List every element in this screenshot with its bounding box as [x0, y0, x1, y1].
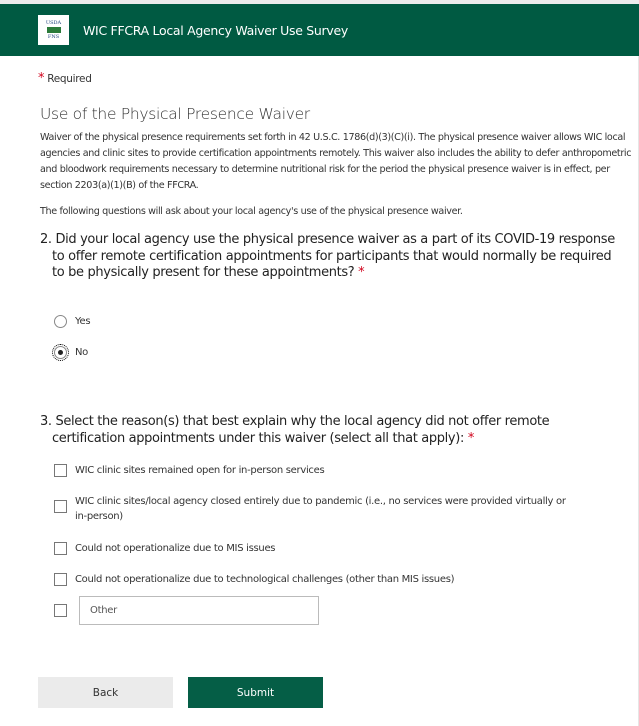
question-2: 2. Did your local agency use the physical presence waiver as a part of its COVID-19 response to offer remote certification appointments for participants that would normally be required to be physically present for these appointments? * [40, 232, 615, 280]
checkbox[interactable] [54, 604, 67, 617]
checkbox-option-mis[interactable]: Could not operationalize due to MIS issues [54, 542, 275, 555]
checkbox-option-closed[interactable]: WIC clinic sites/local agency closed entirely due to pandemic (i.e., no services were provided virtually or in-person) [54, 494, 574, 524]
checkbox[interactable] [54, 500, 67, 513]
question-3: 3. Select the reason(s) that best explain why the local agency did not offer remote certification appointments under this waiver (select all that apply): * [40, 414, 550, 446]
form-title: WIC FFCRA Local Agency Waiver Use Survey [83, 22, 348, 38]
section-note: The following questions will ask about your local agency's use of the physical presence waiver. [40, 206, 463, 217]
checkbox-option-tech[interactable]: Could not operationalize due to technological challenges (other than MIS issues) [54, 573, 454, 586]
other-input[interactable]: Other [79, 596, 319, 625]
checkbox-option-other[interactable] [54, 596, 319, 625]
section-title: Use of the Physical Presence Waiver [40, 105, 310, 123]
checkbox-option-open[interactable]: WIC clinic sites remained open for in-person services [54, 464, 324, 477]
submit-button[interactable]: Submit [188, 677, 323, 708]
usda-logo: USDA FNS [38, 15, 69, 45]
radio-option-no[interactable]: No [54, 346, 88, 359]
section-description: Waiver of the physical presence requirements set forth in 42 U.S.C. 1786(d)(3)(C)(i). The physical presence waiver allows WIC local agencies and clinic sites to provide certification appointments remotely. This waiver also includes the ability to defer anthropometric and bloodwork requirements necessary to determine nutritional risk for the period the physical presence waiver is in effect, per section 2203(a)(1)(B) of the FFCRA. [40, 132, 632, 191]
radio-button-selected[interactable] [54, 346, 67, 359]
header [0, 4, 639, 56]
radio-option-yes[interactable]: Yes [54, 315, 90, 328]
checkbox[interactable] [54, 464, 67, 477]
required-note: * Required [38, 71, 92, 86]
checkbox[interactable] [54, 542, 67, 555]
radio-button[interactable] [54, 315, 67, 328]
back-button[interactable]: Back [38, 677, 173, 708]
checkbox[interactable] [54, 573, 67, 586]
